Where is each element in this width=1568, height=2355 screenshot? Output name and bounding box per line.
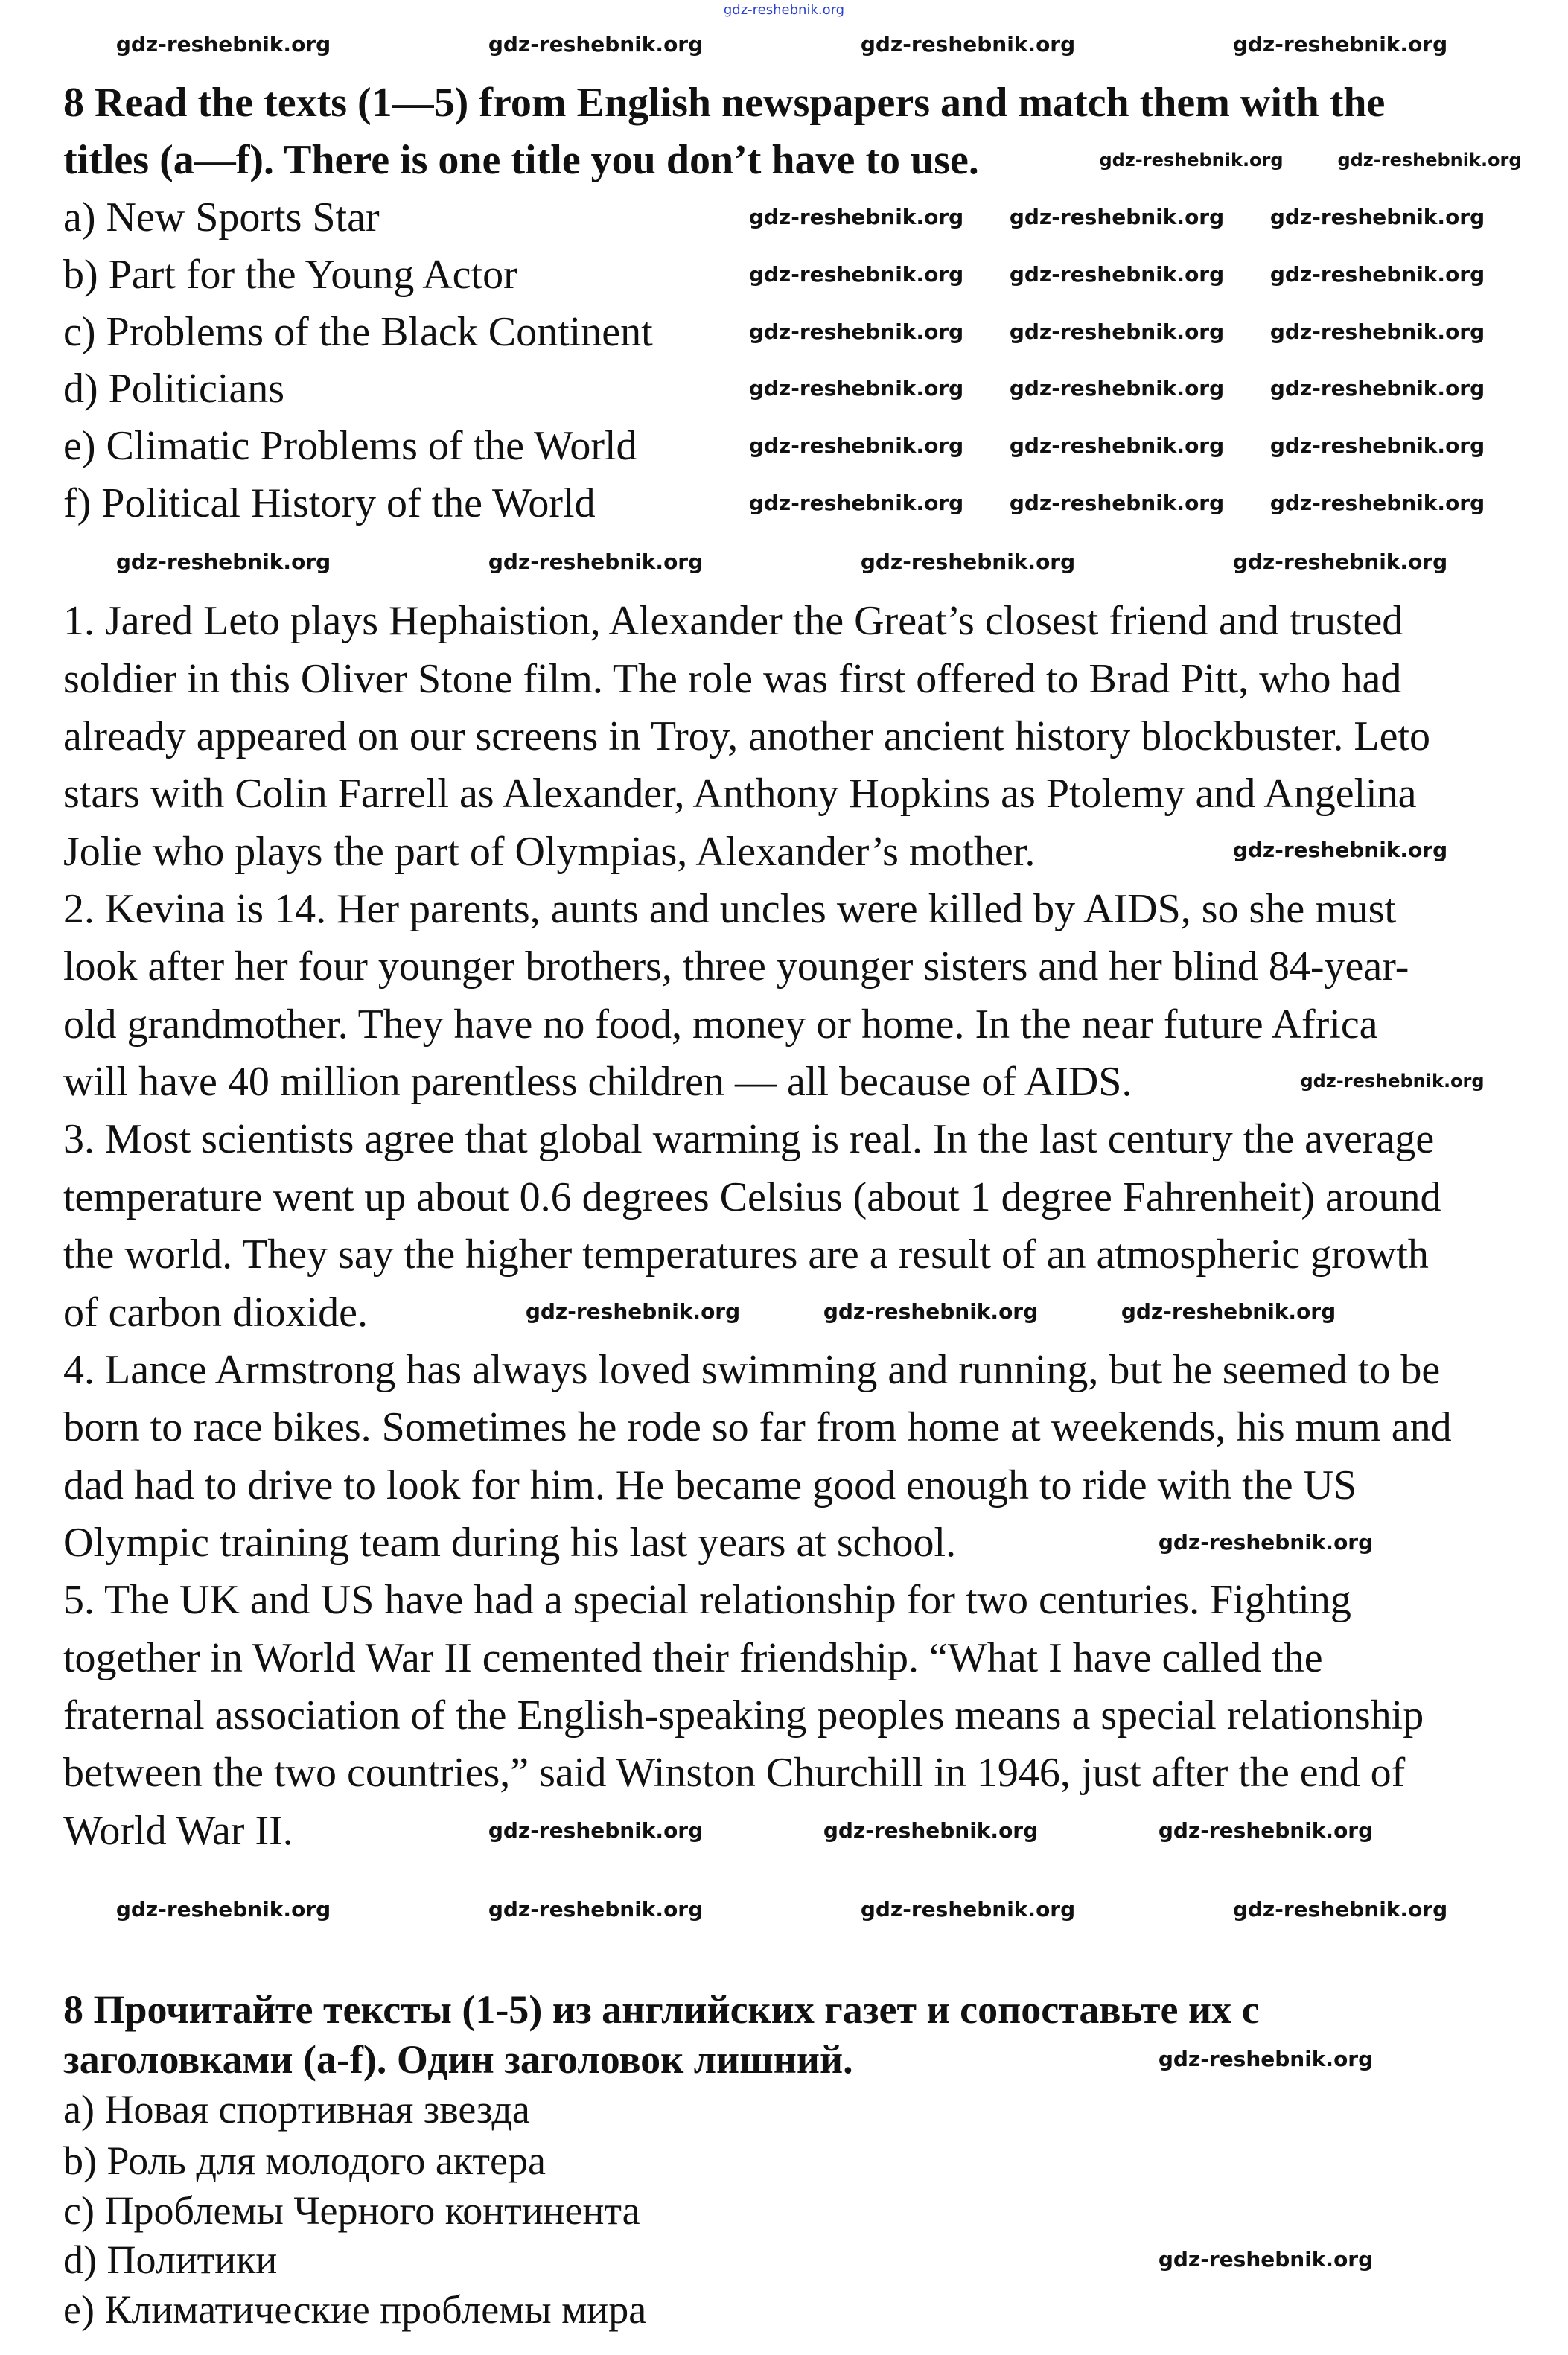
text-line: World War II. [63, 1807, 293, 1854]
text-line: 3. Most scientists agree that global warming is real. In the last century the average [63, 1116, 1435, 1163]
watermark-text: gdz-reshebnik.org [1009, 376, 1225, 401]
title-option: a) New Sports Star [63, 194, 380, 240]
text-line: 2. Kevina is 14. Her parents, aunts and uncles were killed by AIDS, so she must [63, 886, 1397, 933]
text-line: fraternal association of the English-speaking peoples means a special relationship [63, 1692, 1424, 1739]
text-line: Jolie who plays the part of Olympias, Alexander’s mother. [63, 828, 1036, 875]
text-line: will have 40 million parentless children — all because of AIDS. [63, 1059, 1132, 1106]
title-option-ru: c) Проблемы Черного континента [63, 2187, 640, 2233]
text-line: stars with Colin Farrell as Alexander, Anthony Hopkins as Ptolemy and Angelina [63, 771, 1417, 818]
watermark-text: gdz-reshebnik.org [488, 32, 704, 57]
text-line: born to race bikes. Sometimes he rode so far from home at weekends, his mum and [63, 1404, 1452, 1451]
watermark-text: gdz-reshebnik.org [1009, 433, 1225, 458]
watermark-text: gdz-reshebnik.org [488, 1897, 704, 1922]
watermark-text: gdz-reshebnik.org [823, 1299, 1039, 1324]
watermark-text: gdz-reshebnik.org [115, 1897, 331, 1922]
watermark-text: gdz-reshebnik.org [860, 549, 1076, 574]
watermark-text: gdz-reshebnik.org [1121, 1299, 1336, 1324]
text-line: 4. Lance Armstrong has always loved swimming and running, but he seemed to be [63, 1346, 1441, 1393]
watermark-text: gdz-reshebnik.org [115, 549, 331, 574]
watermark-text: gdz-reshebnik.org [748, 491, 964, 515]
title-option-ru: b) Роль для молодого актера [63, 2138, 546, 2183]
title-option: c) Problems of the Black Continent [63, 308, 653, 355]
task-heading-line-ru: 8 Прочитайте тексты (1-5) из английских газет и сопоставьте их с [63, 1987, 1260, 2033]
text-line: look after her four younger brothers, three younger sisters and her blind 84-year- [63, 943, 1409, 990]
watermark-text: gdz-reshebnik.org [1269, 319, 1485, 344]
watermark-text: gdz-reshebnik.org [1009, 205, 1225, 229]
title-option-ru: a) Новая спортивная звезда [63, 2086, 530, 2132]
watermark-text: gdz-reshebnik.org [1158, 2247, 1374, 2272]
watermark-text: gdz-reshebnik.org [823, 1818, 1039, 1843]
watermark-text: gdz-reshebnik.org [1269, 433, 1485, 458]
watermark-text: gdz-reshebnik.org [1009, 262, 1225, 287]
watermark-text: gdz-reshebnik.org [1232, 1897, 1448, 1922]
text-line: the world. They say the higher temperatures are a result of an atmospheric growth [63, 1231, 1429, 1278]
title-option-ru: e) Климатические проблемы мира [63, 2287, 647, 2333]
watermark-text: gdz-reshebnik.org [1337, 150, 1522, 171]
watermark-text: gdz-reshebnik.org [1269, 491, 1485, 515]
watermark-text: gdz-reshebnik.org [1300, 1071, 1485, 1092]
watermark-text: gdz-reshebnik.org [115, 32, 331, 57]
watermark-text: gdz-reshebnik.org [1232, 32, 1448, 57]
watermark-text: gdz-reshebnik.org [1232, 838, 1448, 862]
watermark-text: gdz-reshebnik.org [1269, 376, 1485, 401]
task-heading-line: 8 Read the texts (1—5) from English newspapers and match them with the [63, 79, 1386, 126]
watermark-text: gdz-reshebnik.org [748, 319, 964, 344]
watermark-text: gdz-reshebnik.org [1009, 491, 1225, 515]
watermark-text: gdz-reshebnik.org [1269, 262, 1485, 287]
text-line: Olympic training team during his last years at school. [63, 1519, 957, 1566]
watermark-text: gdz-reshebnik.org [1232, 549, 1448, 574]
title-option: f) Political History of the World [63, 480, 596, 527]
text-line: together in World War II cemented their friendship. “What I have called the [63, 1634, 1323, 1681]
task-heading-line-ru: заголовками (a-f). Один заголовок лишний. [63, 2037, 853, 2082]
title-option-ru: d) Политики [63, 2237, 278, 2283]
text-line: old grandmother. They have no food, money or home. In the near future Africa [63, 1001, 1378, 1048]
text-line: soldier in this Oliver Stone film. The role was first offered to Brad Pitt, who had [63, 655, 1402, 702]
text-line: between the two countries,” said Winston Churchill in 1946, just after the end of [63, 1750, 1406, 1797]
watermark-text: gdz-reshebnik.org [860, 32, 1076, 57]
watermark-text: gdz-reshebnik.org [1269, 205, 1485, 229]
watermark-text: gdz-reshebnik.org [1099, 150, 1284, 171]
text-line: temperature went up about 0.6 degrees Celsius (about 1 degree Fahrenheit) around [63, 1173, 1441, 1220]
watermark-text: gdz-reshebnik.org [1158, 2047, 1374, 2071]
watermark-text: gdz-reshebnik.org [1158, 1818, 1374, 1843]
watermark-text: gdz-reshebnik.org [488, 549, 704, 574]
watermark-text: gdz-reshebnik.org [748, 262, 964, 287]
watermark-text: gdz-reshebnik.org [723, 2, 845, 18]
text-line: dad had to drive to look for him. He became good enough to ride with the US [63, 1462, 1357, 1508]
title-option: d) Politicians [63, 366, 285, 412]
title-option: b) Part for the Young Actor [63, 251, 517, 298]
watermark-text: gdz-reshebnik.org [748, 433, 964, 458]
task-heading-line: titles (a—f). There is one title you don’t have to use. [63, 136, 979, 183]
watermark-text: gdz-reshebnik.org [1009, 319, 1225, 344]
text-line: already appeared on our screens in Troy, another ancient history blockbuster. Leto [63, 713, 1431, 759]
watermark-text: gdz-reshebnik.org [525, 1299, 741, 1324]
watermark-text: gdz-reshebnik.org [748, 205, 964, 229]
watermark-text: gdz-reshebnik.org [488, 1818, 704, 1843]
title-option: e) Climatic Problems of the World [63, 423, 637, 470]
watermark-text: gdz-reshebnik.org [748, 376, 964, 401]
watermark-text: gdz-reshebnik.org [860, 1897, 1076, 1922]
text-line: 5. The UK and US have had a special relationship for two centuries. Fighting [63, 1577, 1351, 1624]
text-line: 1. Jared Leto plays Hephaistion, Alexander the Great’s closest friend and trusted [63, 598, 1403, 645]
watermark-text: gdz-reshebnik.org [1158, 1530, 1374, 1555]
text-line: of carbon dioxide. [63, 1289, 368, 1336]
